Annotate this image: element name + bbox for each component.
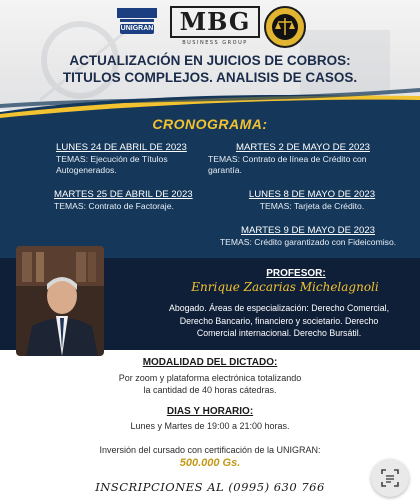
modalidad-line: la cantidad de 40 horas cátedras. [143,385,277,395]
event-date: LUNES 24 DE ABRIL DE 2023 [56,142,187,153]
modalidad-text [0,372,420,396]
professor-bio [144,302,414,340]
course-title-line2: TITULOS COMPLEJOS. ANALISIS DE CASOS. [62,70,358,85]
unigran-logo-text: UNIGRAN [120,25,154,32]
event-topic: TEMAS: Ejecución de Títulos [56,154,168,164]
horario-heading: DIAS Y HORARIO: [166,406,254,417]
course-price: 500.000 Gs. [179,457,241,469]
professor-bio-line: Comercial internacional. Derecho Bursátil. [196,328,362,338]
event-topic: TEMAS: Contrato de Factoraje. [54,201,174,211]
cronograma-heading: CRONOGRAMA: [152,116,268,132]
course-title-line1: ACTUALIZACIÓN EN JUICIOS DE COBROS: [69,53,351,68]
event-date: MARTES 25 DE ABRIL DE 2023 [54,189,193,200]
event-topic: TEMAS: Contrato de línea de Crédito con [208,154,367,164]
scan-document-button[interactable] [371,459,409,497]
modalidad-heading: MODALIDAD DEL DICTADO: [142,357,278,368]
horario-text: Lunes y Martes de 19:00 a 21:00 horas. [130,421,290,431]
professor-name: Enrique Zacarias Michelagnoli [191,280,379,294]
event-topic: TEMAS: Crédito garantizado con Fideicomiso. [219,237,397,247]
event-date: LUNES 8 DE MAYO DE 2023 [248,189,376,200]
professor-bio-line: Abogado. Áreas de especialización: Derecho Comercial, [168,303,390,313]
schedule-event [232,189,392,212]
event-date: MARTES 9 DE MAYO DE 2023 [240,225,375,236]
event-topic-cont: garantía. [208,165,242,175]
professor-bio-line: Derecho Bancario, financiero y societario. Derecho [179,315,379,326]
schedule-event [54,189,224,212]
schedule-event [208,142,398,176]
event-date: MARTES 2 DE MAYO DE 2023 [235,142,370,153]
course-title [0,52,420,86]
inscripciones-phone[interactable]: INSCRIPCIONES AL (0995) 630 766 [95,480,325,494]
event-topic: TEMAS: Tarjeta de Crédito. [259,201,365,211]
inversion-text: Inversión del cursado con certificación de la UNIGRAN: [99,445,321,455]
schedule-event [198,225,418,248]
professor-label: PROFESOR: [266,268,326,279]
unigran-logo [114,8,160,44]
scan-document-icon [380,468,400,488]
mbg-logo-subtitle: BUSINESS GROUP [182,40,248,46]
schedule-event [56,142,226,176]
court-seal-icon [264,6,306,48]
event-topic-cont: Autogenerados. [56,165,117,175]
modalidad-line: Por zoom y plataforma electrónica totalizando [118,373,302,383]
mbg-logo-text: MBG [170,6,260,38]
professor-photo [16,246,104,356]
mbg-business-group-logo [170,6,260,48]
